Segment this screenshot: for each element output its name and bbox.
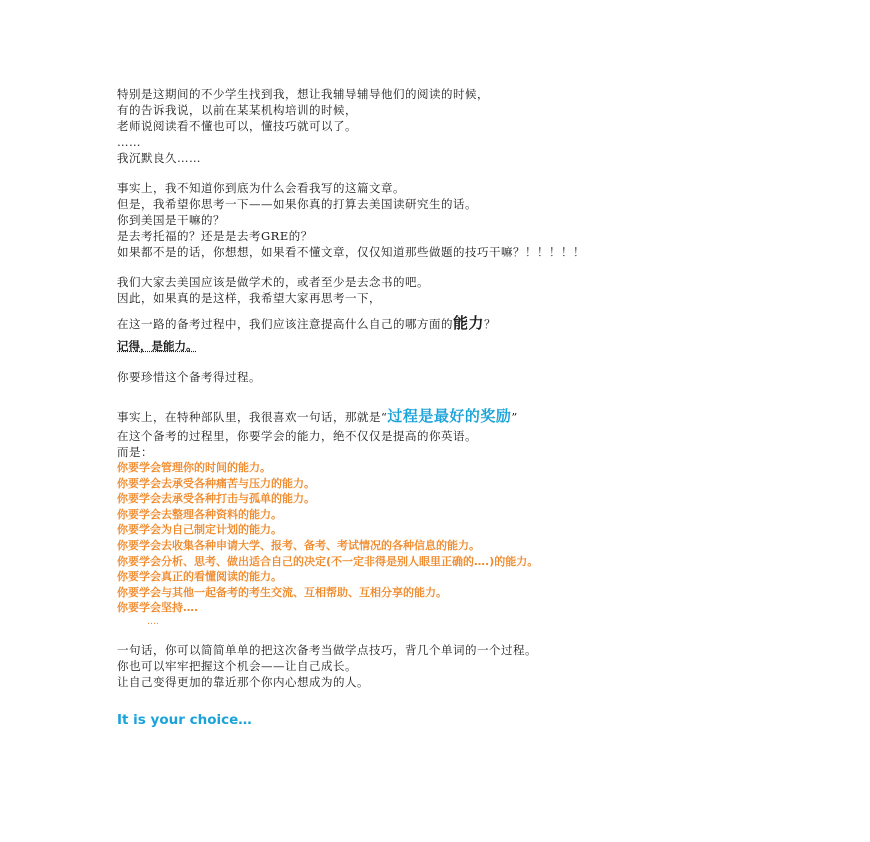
text-line: 一句话，你可以简简单单的把这次备考当做学点技巧，背几个单词的一个过程。	[117, 642, 537, 657]
ability-item: 你要学会去承受各种痛苦与压力的能力。	[117, 476, 315, 490]
text-line: 但是，我希望你思考一下——如果你真的打算去美国读研究生的话。	[117, 197, 477, 211]
ability-item: 你要学会去整理各种资料的能力。	[117, 507, 282, 521]
text-line: 是去考托福的？还是是去考GRE的？	[117, 229, 313, 243]
ability-item: 你要学会真正的看懂阅读的能力。	[117, 570, 282, 584]
text-line: 你也可以牢牢把握这个机会——让自己成长。	[117, 658, 357, 673]
saying-highlight: 过程是最好的奖励	[387, 407, 512, 425]
text-line: 如果都不是的话，你想想，如果看不懂文章，仅仅知道那些做题的技巧干嘛？！！！！！	[117, 245, 585, 259]
ability-list	[117, 460, 797, 628]
paragraph-why-america	[117, 180, 797, 260]
text-line: 你到美国是干嘛的？	[117, 213, 225, 227]
ability-question-text: 在这一路的备考过程中，我们应该注意提高什么自己的哪方面的	[117, 317, 453, 331]
paragraph-academic	[117, 274, 797, 306]
text-line: ……	[117, 135, 141, 149]
ability-item: 你要学会分析、思考、做出适合自己的决定(不一定非得是别人眼里正确的….)的能力。	[117, 554, 539, 568]
text-line: 在这个备考的过程里，你要学会的能力，绝不仅仅是提高的你英语。	[117, 429, 477, 443]
ability-item: 你要学会为自己制定计划的能力。	[117, 523, 282, 537]
saying-close-quote: ”	[511, 410, 518, 424]
article	[117, 86, 797, 730]
ability-item: 你要学会去收集各种申请大学、报考、备考、考试情况的各种信息的能力。	[117, 538, 480, 552]
ability-question-mark: ？	[484, 317, 497, 331]
paragraph-conclusion	[117, 642, 797, 690]
paragraph-process	[117, 428, 797, 460]
ability-item: 你要学会与其他一起备考的考生交流、互相帮助、互相分享的能力。	[117, 585, 447, 599]
remember-line: 记得，是能力。	[117, 339, 198, 353]
text-line: 让自己变得更加的靠近那个你内心想成为的人。	[117, 674, 369, 689]
text-line: 因此，如果真的是这样，我希望大家再思考一下，	[117, 291, 381, 305]
ability-item: 你要学会坚持….	[117, 601, 199, 615]
text-line: 我沉默良久……	[117, 151, 201, 165]
paragraph-students	[117, 86, 797, 166]
text-line: 老师说阅读看不懂也可以，懂技巧就可以了。	[117, 119, 357, 133]
ability-item: 你要学会去承受各种打击与孤单的能力。	[117, 492, 315, 506]
ability-item: 你要学会管理你的时间的能力。	[117, 461, 271, 474]
ability-question	[117, 312, 797, 335]
closing-line: It is your choice…	[117, 711, 252, 728]
saying-line	[117, 405, 797, 428]
saying-text: 事实上，在特种部队里，我很喜欢一句话，那就是“	[117, 410, 388, 424]
ability-highlight: 能力	[453, 314, 485, 332]
cherish-line: 你要珍惜这个备考得过程。	[117, 370, 261, 384]
ability-list-ellipsis: ….	[147, 616, 159, 627]
text-line: 我们大家去美国应该是做学术的，或者至少是去念书的吧。	[117, 275, 429, 289]
text-line: 有的告诉我说，以前在某某机构培训的时候，	[117, 103, 357, 117]
text-line: 而是：	[117, 445, 153, 459]
text-line: 事实上，我不知道你到底为什么会看我写的这篇文章。	[117, 181, 405, 195]
text-line: 特别是这期间的不少学生找到我，想让我辅导辅导他们的阅读的时候，	[117, 87, 489, 101]
